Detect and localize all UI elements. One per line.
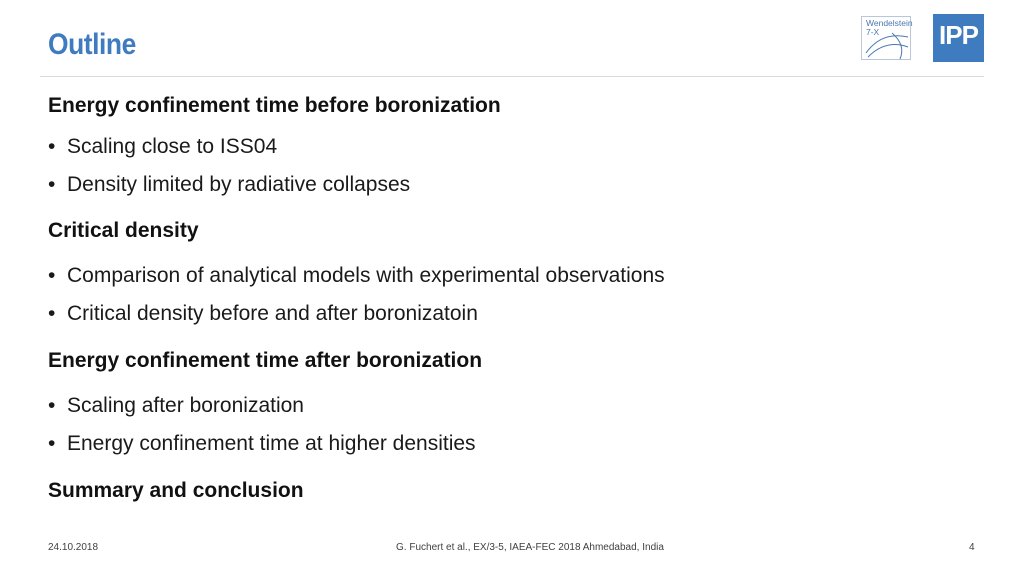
footer-citation: G. Fuchert et al., EX/3-5, IAEA-FEC 2018 Ahmedabad, India: [396, 542, 664, 553]
bullet-text: Scaling close to ISS04: [67, 135, 278, 158]
wendelstein-7x-logo-text: Wendelstein 7-X: [866, 18, 913, 37]
bullet-dot: •: [48, 173, 56, 196]
wendelstein-7x-logo: [861, 16, 911, 60]
bullet-text: Energy confinement time at higher densities: [67, 432, 476, 455]
bullet-item: [48, 432, 476, 456]
slide-title: Outline: [48, 28, 136, 61]
bullet-dot: •: [48, 394, 56, 417]
section-heading-critical-density: Critical density: [48, 219, 199, 242]
bullet-text: Comparison of analytical models with experimental observations: [67, 264, 665, 287]
bullet-text: Density limited by radiative collapses: [67, 173, 411, 196]
section-heading-after-boronization: Energy confinement time after boronization: [48, 349, 483, 372]
footer-date: 24.10.2018: [48, 542, 99, 553]
bullet-item: [48, 302, 478, 326]
page-number: 4: [969, 542, 975, 553]
section-heading-before-boronization: Energy confinement time before boronization: [48, 94, 501, 117]
bullet-item: [48, 394, 304, 418]
header-divider: [40, 76, 984, 77]
bullet-dot: •: [48, 302, 56, 325]
ipp-logo: [933, 14, 984, 62]
ipp-logo-text: IPP: [939, 20, 978, 50]
stellarator-icon: [862, 17, 912, 61]
bullet-item: [48, 135, 277, 159]
bullet-dot: •: [48, 135, 56, 158]
bullet-dot: •: [48, 432, 56, 455]
bullet-item: [48, 173, 410, 197]
bullet-dot: •: [48, 264, 56, 287]
section-heading-summary: Summary and conclusion: [48, 479, 304, 502]
bullet-text: Critical density before and after boronizatoin: [67, 302, 478, 325]
bullet-item: [48, 264, 665, 288]
bullet-text: Scaling after boronization: [67, 394, 304, 417]
